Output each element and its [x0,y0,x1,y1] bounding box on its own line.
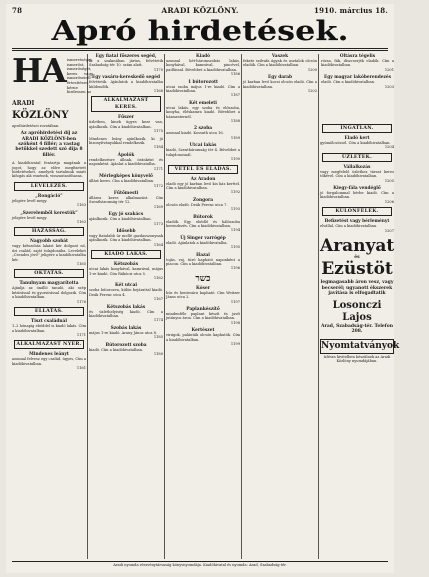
ad-heading: Két emeleti [189,100,217,106]
ad-heading: Egy vasáru-kereskedő segéd [91,75,161,81]
classified-ad [166,215,240,233]
ad-number: 1205 [384,178,394,183]
classified-ad [89,212,163,226]
ad-number: 1194 [230,228,240,233]
ad-text: gyümölcsössel. Cím a kiadóhivatalban. [320,141,391,145]
ad-number: 1188 [230,119,240,124]
ad-text: jó karban levő kocsi olcsón eladó. Cím a kiadóhivatalban. [243,80,317,89]
column-divider [87,54,88,559]
ad-text: fekete szilvafa ágyak és asztalok olcsón eladók. Cím a kiadóhivatalban. [243,59,317,68]
column-1 [12,51,94,559]
arany-headline: Aranyat [320,236,395,257]
brand-name: KÖZLÖNY [12,109,69,121]
ad-heading: Ápolók [117,152,135,158]
category-kulonfelek: KÜLÖNFÉLÉK. [322,207,392,216]
classified-ad [12,352,86,370]
ad-text: kiadó. Cím a kiadóhivatalban. [89,347,144,352]
ha-advert-text: ismeretséget, ismerőst, ismerőséget, keres vagy ismerőseiről-értesítésre, kérne hirdessen az [66,57,94,95]
ad-text: vagy kétszobás lakást kér dolgozó nő, úri család, saját tulajdonába. Leveleket „Csendes jövő” jeligére a kiadóhivatalba kér. [12,244,86,262]
ad-text: azonnal kiadó. Kossuth utca 16. [166,131,224,136]
section-title: Apró hirdetések. [51,16,349,47]
ad-number: 1201 [384,67,394,72]
classified-ad [89,283,163,301]
ad-heading: Egy magyar lakóberendezés [323,75,392,81]
ad-number: 1171 [153,166,163,171]
paper-name: ARADI KÖZLÖNY. [161,5,239,15]
classified-ad [89,153,163,171]
ad-heading: Mindenes leányt [29,352,69,358]
ad-heading: „Rongáció” [35,193,63,199]
ad-number: 1163 [76,220,86,225]
ad-text: eladók. Egy ebédlő és hálószoba berendezés. Cím a kiadóhivatalban. [166,219,240,228]
classified-ad [89,343,163,357]
ad-text: és üzlethelyiség kiadó. Cím a kiadóhivatalban. [89,309,163,318]
ad-number: 1196 [230,266,240,271]
ad-number: 1161 [76,366,86,371]
ad-text: azonnal két-háromszobás lakás, konyhával, kamrával, pincével, padlással. Bővebbet a kiadóhivatalban. [166,59,240,72]
ad-number: 1187 [230,93,240,98]
ad-heading: Bútorok [193,214,213,220]
classified-ad [166,328,240,346]
ad-text: ki a szakmában jártas, felvétetik Szabadság tér 10. szám alatt. [89,59,163,68]
ad-heading: Mérlegképes könyvelő [99,174,153,180]
ad-text: eladó egy jó karban levő kis ház kerttel. Cím a kiadóhivatalban. [166,181,240,190]
ad-number: 1206 [384,199,394,204]
rate-note: Az apróhirdetési díj az ARADI KÖZLÖNY-ben szóként 4 fillér; a vastag betűkkel szedett szó díja 8 fillér. [15,131,83,158]
ad-number: 1169 [153,204,163,209]
ad-heading: Szobás lakás [110,325,142,331]
ad-text: Mindenes leány ajánlkozik, ki jó bizonyítványokkal rendelkezik. [89,136,163,146]
classified-ad [89,191,163,209]
ad-heading: Új Singer varrógép [180,235,226,241]
ha-advert [12,51,94,95]
column-divider [241,54,242,559]
ad-number: 1202 [307,89,317,94]
right-ads-row [243,54,394,96]
ad-text: elvállal. Cím a kiadóhivatalban. [320,224,378,229]
ad-number: 1199 [230,342,240,347]
ad-number: 1200 [307,67,317,72]
classified-ad [166,143,240,161]
category-ingatlan: INGATLAN. [322,124,392,133]
classified-ad [12,319,86,337]
ad-number: 1186 [230,72,240,77]
ad-number: 1180 [153,352,163,357]
ad-number: 1207 [384,228,394,233]
ad-heading: Tiszt családnál [31,319,67,325]
title-rule-bottom [12,50,388,51]
classified-ad [89,174,163,188]
classified-ad [89,137,163,150]
classified-ad [89,75,163,93]
ad-heading: Fűszer [118,115,134,121]
ad-text: jeligére levél megy. [12,215,48,220]
ad-text: 1–2 hónapig ebéddel is kiadó lakás. Cím a kiadóhivatalban. [12,324,86,333]
ad-heading: Nagyobb szobát [29,239,69,245]
ad-text: eladó. Ajánlatok a kiadóhivatalba. [166,240,228,245]
ad-number: 1189 [230,135,240,140]
classified-ad [12,281,86,304]
ad-text: azonnal felvesz egy család, ügyes, Cím a kiadóhivatalban. [12,357,86,366]
newspaper-page [6,4,400,573]
ad-heading: Egy jó szakács [108,212,144,218]
classified-ad [320,136,394,150]
classified-ad [166,307,240,325]
classified-ad [89,305,163,323]
ad-number: 1167 [153,297,163,302]
kosher-hebrew-mark: כשר [195,273,211,284]
ad-heading: Utcai lakás [189,143,217,149]
ad-number: 1164 [153,242,163,247]
ad-text: tojás, vaj, túró kapható naponként a piacon. Cím a kiadóhivatalban. [166,257,240,266]
ad-number: 1163 [76,203,86,208]
ad-text: rendelkezésre állnak, óránként és naponként. Ajánlat a kiadóhivatalba. [89,157,163,167]
page-header [6,4,394,16]
ad-number: 1172 [153,183,163,188]
ad-heading: Vállalkozás [343,164,371,170]
ad-number: 1174 [153,318,163,323]
classified-ad [320,165,394,183]
classified-ad [89,262,163,280]
ad-number: 1197 [230,299,240,304]
classified-ad [166,54,240,77]
category-kiado-lakas: KIADÓ LAKÁS. [91,250,161,259]
ad-number: 1185 [153,335,163,340]
category-alkalmazast-nyer: ALKALMAZÁST NYER. [14,340,84,349]
ad-heading: Zongora [192,197,214,203]
page-footer: Aradi nyomda részvénytársaság könyvnyomdája. Kiadóhivatal és nyomda: Arad, Szabadság-tér. [12,561,388,570]
ad-text: szoba bútorozva, külön bejárattal kiadó. Deák Ferenc utca 4. [89,288,163,297]
title-rule-top [12,48,388,49]
ad-number: 1175 [153,129,163,134]
ad-number: 1204 [384,145,394,150]
ad-heading: Eladó kert [344,136,370,141]
classified-ad [166,126,240,140]
ad-heading: Bútorozott szoba [105,342,147,348]
ad-heading: Tanulnyam magyarította [19,281,79,287]
category-oktatas: OKTATÁS. [14,269,84,278]
issue-date: 1910. március 18. [314,5,388,15]
classified-ad [12,211,86,225]
ad-text: üzletben, kinek ügyes keze van, ajánlkozik. Cím a kiadóhivatalban. [89,120,163,129]
ha-big-letters: HA [12,51,65,90]
column-5-top [321,54,394,96]
classified-ad [166,253,240,271]
ad-number: 1195 [230,245,240,250]
classified-ad [166,236,240,250]
brand-line [12,97,86,122]
ad-number: 1165 [76,262,86,267]
ad-heading: Hazai [196,252,210,258]
ad-number: 1176 [76,299,86,304]
classified-ad [89,229,163,247]
classified-ad [166,198,240,212]
classified-ad [166,177,240,195]
classified-ad [12,194,86,208]
ad-heading: Kóser [196,285,210,291]
ad-number: 1162 [153,275,163,280]
classified-ad [89,326,163,340]
ad-heading: Fűtőmesti [113,190,139,196]
ad-number: 1170 [153,67,163,72]
classified-ad [320,219,394,233]
ad-heading: Két utcai [115,283,137,289]
category-uzletek: ÜZLETEK. [322,153,392,162]
classified-ad [321,75,394,89]
classified-ad [89,54,163,72]
ad-text: olcsón eladó. Deák Ferenc utca 7. [166,202,228,207]
ad-text: Ajánlja az önálló tanuló, aki szép kézírással és gyorsírással dolgozik. Cím a kiadóhivatalban. [12,286,86,300]
ad-text: jó forgalommal bérbe kiadó. Cím a kiadóhivatalban. [320,191,394,200]
column-4-left [243,54,317,96]
ad-text: eladó. Cím a kiadóhivatalban. [321,80,376,85]
ad-number: 1184 [153,145,163,150]
nyomtatvanyok-headline: Nyomtatványok [320,339,394,354]
classified-ad [12,239,86,266]
ad-number: 1171 [76,332,86,337]
category-levelezes: LEVELEZÉS. [14,182,84,191]
classified-ad [243,54,317,72]
ad-text: május 1-re kiadó. Arany János utca 8. [89,330,158,335]
ad-heading: Oltásra tégelis [339,54,376,59]
losonczi-address: Arad, Szabadság-tér. Telefon 208. [321,323,393,335]
classified-ad [321,54,394,72]
ad-heading: Egy darab [267,75,293,81]
ad-text: utcai lakás konyhával, kamrával, május 1-re kiadó. Cím Rákóczi utca 5. [89,267,163,276]
ad-text: rózsa, fák, díszcserjék eladók. Cím a kiadóhivatalban. [321,59,394,68]
ad-number: 1198 [230,320,240,325]
ad-heading: Egy fiatal főszeres segéd, [95,54,157,59]
ad-text: vagy megfelelő üzlethez társat keres tőkével. Cím a kiadóhivatalban. [320,169,394,179]
losonczi-name: Losonczi Lajos [332,299,382,323]
classified-ad [243,75,317,93]
publisher-note: A kiadóhivatal fentartja magának a jogot, hogy az előre megfizetett hirdetéseket, amelyek tartalmuk miatt kifogás alá esnének, visszautasíthassa. [12,161,86,179]
ad-number: 1173 [153,221,163,226]
ad-text: virágok, palánták olcsón kaphatók. Cím a kiadóhivatalban. [166,333,240,342]
ad-number: 1203 [384,84,394,89]
ad-heading: Idősebb [116,228,136,234]
category-hazassag: HÁZASSÁG. [14,227,84,236]
classified-ad [320,186,394,204]
ad-heading: 2 szoba [194,126,212,132]
category-vetel-eladas: VÉTEL ÉS ELADÁS. [168,165,238,174]
ad-number: 1190 [230,157,240,162]
ad-heading: Vaszek [271,54,289,59]
ad-text: felvétetik. Ajánlatok a kiadóhivatalba küldendők. [89,80,163,89]
ad-heading: Az Aradon [190,176,216,182]
ad-number: 1192 [230,190,240,195]
classified-ad [166,80,240,98]
page-number: 78 [12,5,23,15]
category-alkalmazast-keres: ALKALMAZÁST KERES. [91,96,161,112]
column-3 [166,54,240,559]
ezust-headline: Ezüstöt [321,259,393,280]
ad-text: állásra keres alkalmazást. Cím Szentháromság tér 12. [89,195,163,205]
classified-ad [89,115,163,133]
ad-text: utcai szoba május 1-re kiadó. Cím a kiadóhivatalban. [166,84,240,94]
ad-heading: 1 bútorozott [188,79,218,85]
ad-heading: Paplankészítő [186,307,220,312]
classified-ad [166,101,240,124]
ad-heading: Kiadó [195,54,211,59]
ad-heading: Kiegy-fála vendéglő [333,186,381,192]
ad-heading: Kétszobás [113,262,139,268]
column-5 [320,122,400,559]
ad-text: jeligére levél megy. [12,198,48,203]
classified-ad [166,286,240,304]
ad-text: kiadó, Szentháromság tér 4. Bővebbet a tulajdonosnál. [166,148,240,157]
buy-text: legmagasabb áron vesz, vagy becserél; ugyanott ékszerek javítása is elfogadtatik [320,280,394,297]
brand-prefix: ARADI [12,99,35,107]
ad-heading: Kétszobás lakás [106,304,146,310]
ad-text: mindenféle paplant készít és javít jutányos áron. Cím a kiadóhivatalban. [166,312,240,321]
nyomtatvanyok-text: ízléses kivitelben készülnek az Aradi Közlöny nyomdájában. [323,354,391,363]
ad-text: utcai lakás, egy szoba és előszoba, konyha, éléskamra kiadó. Bővebbet a házmesternél. [166,105,240,119]
ad-text: ajánlkozik. Cím a kiadóhivatalban. [89,217,152,222]
column-divider [164,54,165,559]
category-ellatas: ELLÁTÁS. [14,307,84,316]
ad-heading: „Szerelemből kerestük” [20,210,78,216]
and-word: és [354,255,360,261]
ad-number: 1168 [153,89,163,94]
ad-heading: Kertészet [191,328,215,334]
ad-number: 1193 [230,207,240,212]
ad-text: vagy fiatalabb úr mellé gazdasszonynak ajánlkozik. Cím a kiadóhivatalban. [89,233,163,243]
ad-text: állást keres. Cím a kiadóhivatalban. [89,179,155,184]
ad-text: hús és hentesáru kapható. Cím Weitzer János utca 2. [166,290,240,300]
ad-heading: Befizetést vagy bérleményt [324,219,390,225]
brand-tail: apróhirdetései rovatában. [12,123,60,128]
column-2 [89,54,163,559]
